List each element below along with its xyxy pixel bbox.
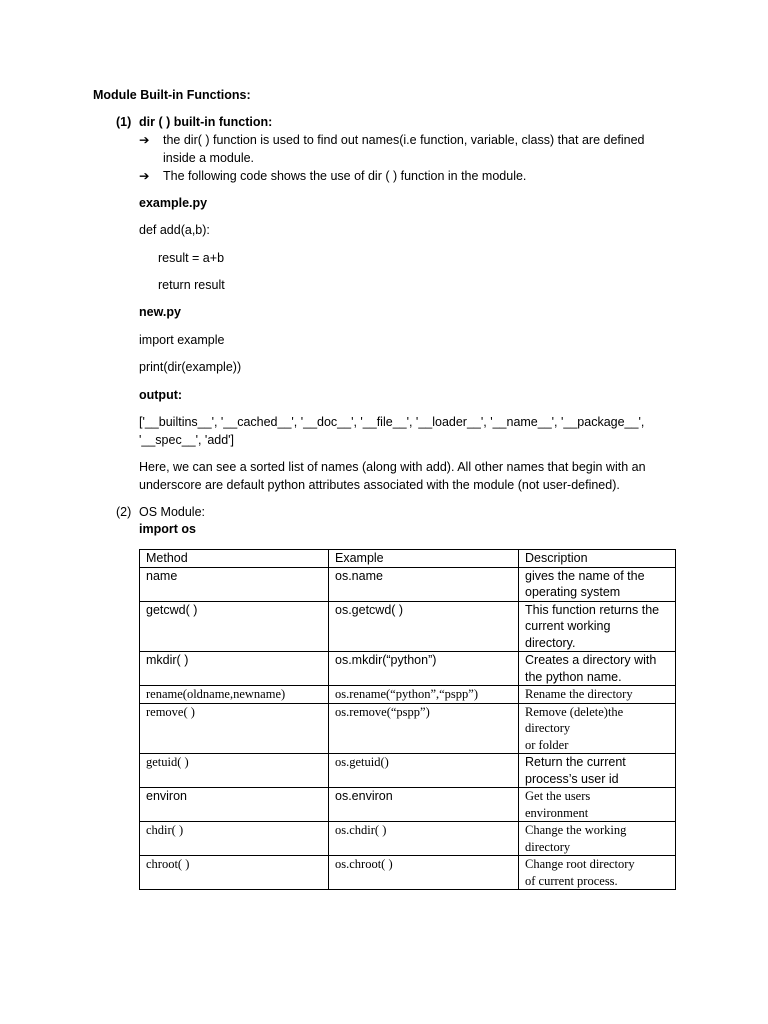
table-row: [140, 822, 676, 856]
description-cell: Rename the directory: [519, 686, 676, 704]
output-line: ['__builtins__', '__cached__', '__doc__', '__file__', '__loader__', '__name__', '__package__',: [139, 415, 645, 429]
method-cell: chdir( ): [140, 822, 329, 856]
method-cell: chroot( ): [140, 856, 329, 890]
method-cell: mkdir( ): [140, 652, 329, 686]
bullet-text-2: The following code shows the use of dir ( ) function in the module.: [163, 169, 527, 183]
table-row: [140, 567, 676, 601]
description-cell: Return the current process’s user id: [519, 754, 676, 788]
page-heading: Module Built-in Functions:: [93, 88, 251, 102]
section-1-number: (1): [116, 115, 132, 129]
code-line: def add(a,b):: [139, 223, 210, 237]
output-line: '__spec__', 'add']: [139, 433, 235, 447]
method-cell: environ: [140, 788, 329, 822]
code-line: print(dir(example)): [139, 360, 242, 374]
explanation-line: Here, we can see a sorted list of names (along with add). All other names that begin with an: [139, 460, 646, 474]
example-cell: os.getuid(): [329, 754, 519, 788]
header-cell: Example: [329, 550, 519, 568]
section-1-title: dir ( ) built-in function:: [139, 115, 273, 129]
table-header-row: [140, 550, 676, 568]
arrow-bullet-icon: ➔: [139, 133, 150, 147]
bullet-text-1: the dir( ) function is used to find out names(i.e function, variable, class) that are defined: [163, 133, 645, 147]
table-row: [140, 601, 676, 652]
example-cell: os.chdir( ): [329, 822, 519, 856]
example-cell: os.chroot( ): [329, 856, 519, 890]
code-line: import example: [139, 333, 225, 347]
section-2-title: OS Module:: [139, 505, 206, 519]
description-cell: Get the users environment: [519, 788, 676, 822]
description-cell: gives the name of the operating system: [519, 567, 676, 601]
table-row: [140, 754, 676, 788]
bullet-text-1-cont: inside a module.: [163, 151, 255, 165]
header-cell: Description: [519, 550, 676, 568]
method-cell: name: [140, 567, 329, 601]
description-cell: Change root directory of current process.: [519, 856, 676, 890]
os-methods-table: [139, 549, 676, 890]
method-cell: getcwd( ): [140, 601, 329, 652]
table-row: [140, 652, 676, 686]
explanation-line: underscore are default python attributes associated with the module (not user-defined).: [139, 478, 620, 492]
table-row: [140, 686, 676, 704]
example-cell: os.rename(“python”,“pspp”): [329, 686, 519, 704]
method-cell: getuid( ): [140, 754, 329, 788]
method-cell: rename(oldname,newname): [140, 686, 329, 704]
section-2-number: (2): [116, 505, 132, 519]
file-label-example: example.py: [139, 196, 208, 210]
example-cell: os.mkdir(“python”): [329, 652, 519, 686]
method-cell: remove( ): [140, 703, 329, 754]
example-cell: os.remove(“pspp”): [329, 703, 519, 754]
file-label-new: new.py: [139, 305, 181, 319]
arrow-bullet-icon: ➔: [139, 169, 150, 183]
output-label: output:: [139, 388, 183, 402]
code-line: result = a+b: [158, 251, 225, 265]
description-cell: Creates a directory with the python name.: [519, 652, 676, 686]
description-cell: This function returns the current working directory.: [519, 601, 676, 652]
header-cell: Method: [140, 550, 329, 568]
example-cell: os.environ: [329, 788, 519, 822]
description-cell: Remove (delete)the directory or folder: [519, 703, 676, 754]
table-row: [140, 856, 676, 890]
import-os-line: import os: [139, 522, 196, 536]
table-row: [140, 703, 676, 754]
table-row: [140, 788, 676, 822]
example-cell: os.getcwd( ): [329, 601, 519, 652]
code-line: return result: [158, 278, 225, 292]
example-cell: os.name: [329, 567, 519, 601]
description-cell: Change the working directory: [519, 822, 676, 856]
